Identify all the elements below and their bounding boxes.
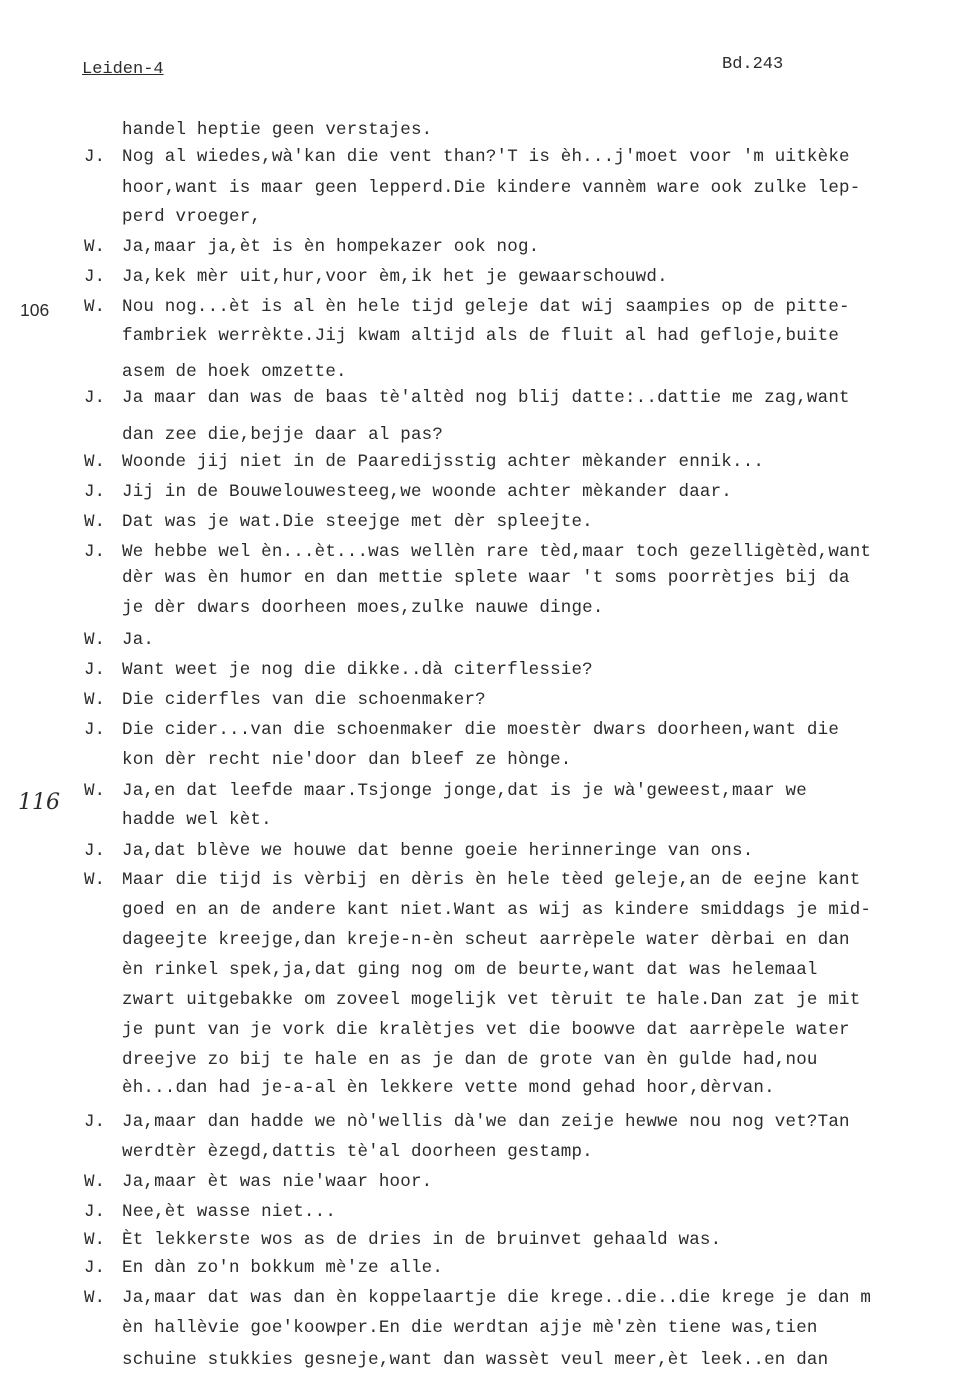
text-line: Ja,maar ja,èt is èn hompekazer ook nog. (122, 237, 540, 257)
text-line: je dèr dwars doorheen moes,zulke nauwe dinge. (122, 598, 604, 618)
speaker-label: W. (84, 452, 106, 472)
speaker-label: J. (84, 1112, 106, 1132)
text-line: Die ciderfles van die schoenmaker? (122, 690, 486, 710)
text-line: Nee,èt wasse niet... (122, 1202, 337, 1222)
text-line: je punt van je vork die kralètjes vet die boowve dat aarrèpele water (122, 1020, 850, 1040)
text-line: Ja,maar dan hadde we nò'wellis dà'we dan zeije hewwe nou nog vet?Tan (122, 1112, 850, 1132)
text-line: Ja. (122, 630, 155, 650)
text-line: asem de hoek omzette. (122, 362, 347, 382)
text-line: Ja,maar dat was dan èn koppelaartje die krege..die..die krege je dan m (122, 1288, 872, 1308)
text-line: Ja,dat blève we houwe dat benne goeie herinneringe van ons. (122, 841, 754, 861)
text-line: Woonde jij niet in de Paaredijsstig achter mèkander ennik... (122, 452, 765, 472)
speaker-label: W. (84, 870, 106, 890)
text-line: dèr was èn humor en dan mettie splete waar 't soms poorrètjes bij da (122, 568, 850, 588)
text-line: hadde wel kèt. (122, 810, 272, 830)
speaker-label: J. (84, 841, 106, 861)
text-line: kon dèr recht nie'door dan bleef ze hònge. (122, 750, 572, 770)
speaker-label: W. (84, 690, 106, 710)
text-line: Ja,en dat leefde maar.Tsjonge jonge,dat is je wà'geweest,maar we (122, 781, 807, 801)
speaker-label: J. (84, 1202, 106, 1222)
speaker-label: J. (84, 542, 106, 562)
text-line: èn hallèvie goe'koowper.En die werdtan ajje mè'zèn tiene was,tien (122, 1318, 818, 1338)
text-line: handel heptie geen verstajes. (122, 120, 433, 140)
speaker-label: W. (84, 237, 106, 257)
speaker-label: W. (84, 1230, 106, 1250)
text-line: Dat was je wat.Die steejge met dèr spleejte. (122, 512, 593, 532)
speaker-label: W. (84, 630, 106, 650)
text-line: dreejve zo bij te hale en as je dan de grote van èn gulde had,nou (122, 1050, 818, 1070)
text-line: goed en an de andere kant niet.Want as wij as kindere smiddags je mid- (122, 900, 872, 920)
speaker-label: W. (84, 512, 106, 532)
speaker-label: J. (84, 720, 106, 740)
text-line: Maar die tijd is vèrbij en dèris èn hele tèed geleje,an de eejne kant (122, 870, 861, 890)
margin-number-106: 106 (20, 300, 50, 320)
text-line: fambriek werrèkte.Jij kwam altijd als de fluit al had gefloje,buite (122, 326, 840, 346)
text-line: èn rinkel spek,ja,dat ging nog om de beurte,want dat was helemaal (122, 960, 818, 980)
text-line: werdtèr èzegd,dattis tè'al doorheen gestamp. (122, 1142, 593, 1162)
speaker-label: J. (84, 482, 106, 502)
speaker-label: W. (84, 1288, 106, 1308)
text-line: Ja maar dan was de baas tè'altèd nog blij datte:..dattie me zag,want (122, 388, 850, 408)
speaker-label: J. (84, 267, 106, 287)
speaker-label: J. (84, 660, 106, 680)
text-line: Jij in de Bouwelouwesteeg,we woonde achter mèkander daar. (122, 482, 732, 502)
text-line: En dàn zo'n bokkum mè'ze alle. (122, 1258, 444, 1278)
speaker-label: J. (84, 388, 106, 408)
text-line: Nou nog...èt is al èn hele tijd geleje dat wij saampies op de pitte- (122, 297, 850, 317)
header-right: Bd.243 (722, 55, 784, 74)
text-line: Nog al wiedes,wà'kan die vent than?'T is èh...j'moet voor 'm uitkèke (122, 147, 850, 167)
text-line: Die cider...van die schoenmaker die moestèr dwars doorheen,want die (122, 720, 840, 740)
text-line: schuine stukkies gesneje,want dan wassèt veul meer,èt leek..en dan (122, 1350, 829, 1370)
speaker-label: J. (84, 1258, 106, 1278)
speaker-label: W. (84, 781, 106, 801)
speaker-label: J. (84, 147, 106, 167)
margin-handwritten-116: 116 (18, 790, 60, 815)
text-line: Èt lekkerste wos as de dries in de bruinvet gehaald was. (122, 1230, 722, 1250)
text-line: Ja,kek mèr uit,hur,voor èm,ik het je gewaarschouwd. (122, 267, 668, 287)
speaker-label: W. (84, 1172, 106, 1192)
text-line: Ja,maar èt was nie'waar hoor. (122, 1172, 433, 1192)
text-line: zwart uitgebakke om zoveel mogelijk vet tèruit te hale.Dan zat je mit (122, 990, 861, 1010)
speaker-label: W. (84, 297, 106, 317)
text-line: We hebbe wel èn...èt...was wellèn rare tèd,maar toch gezelligètèd,want (122, 542, 872, 562)
text-line: èh...dan had je-a-al èn lekkere vette mond gehad hoor,dèrvan. (122, 1078, 775, 1098)
header-left: Leiden-4 (82, 60, 164, 79)
text-line: dageejte kreejge,dan kreje-n-èn scheut aarrèpele water dèrbai en dan (122, 930, 850, 950)
text-line: dan zee die,bejje daar al pas? (122, 425, 444, 445)
text-line: perd vroeger, (122, 207, 262, 227)
text-line: hoor,want is maar geen lepperd.Die kindere vannèm ware ook zulke lep- (122, 178, 861, 198)
text-line: Want weet je nog die dikke..dà citerflessie? (122, 660, 593, 680)
